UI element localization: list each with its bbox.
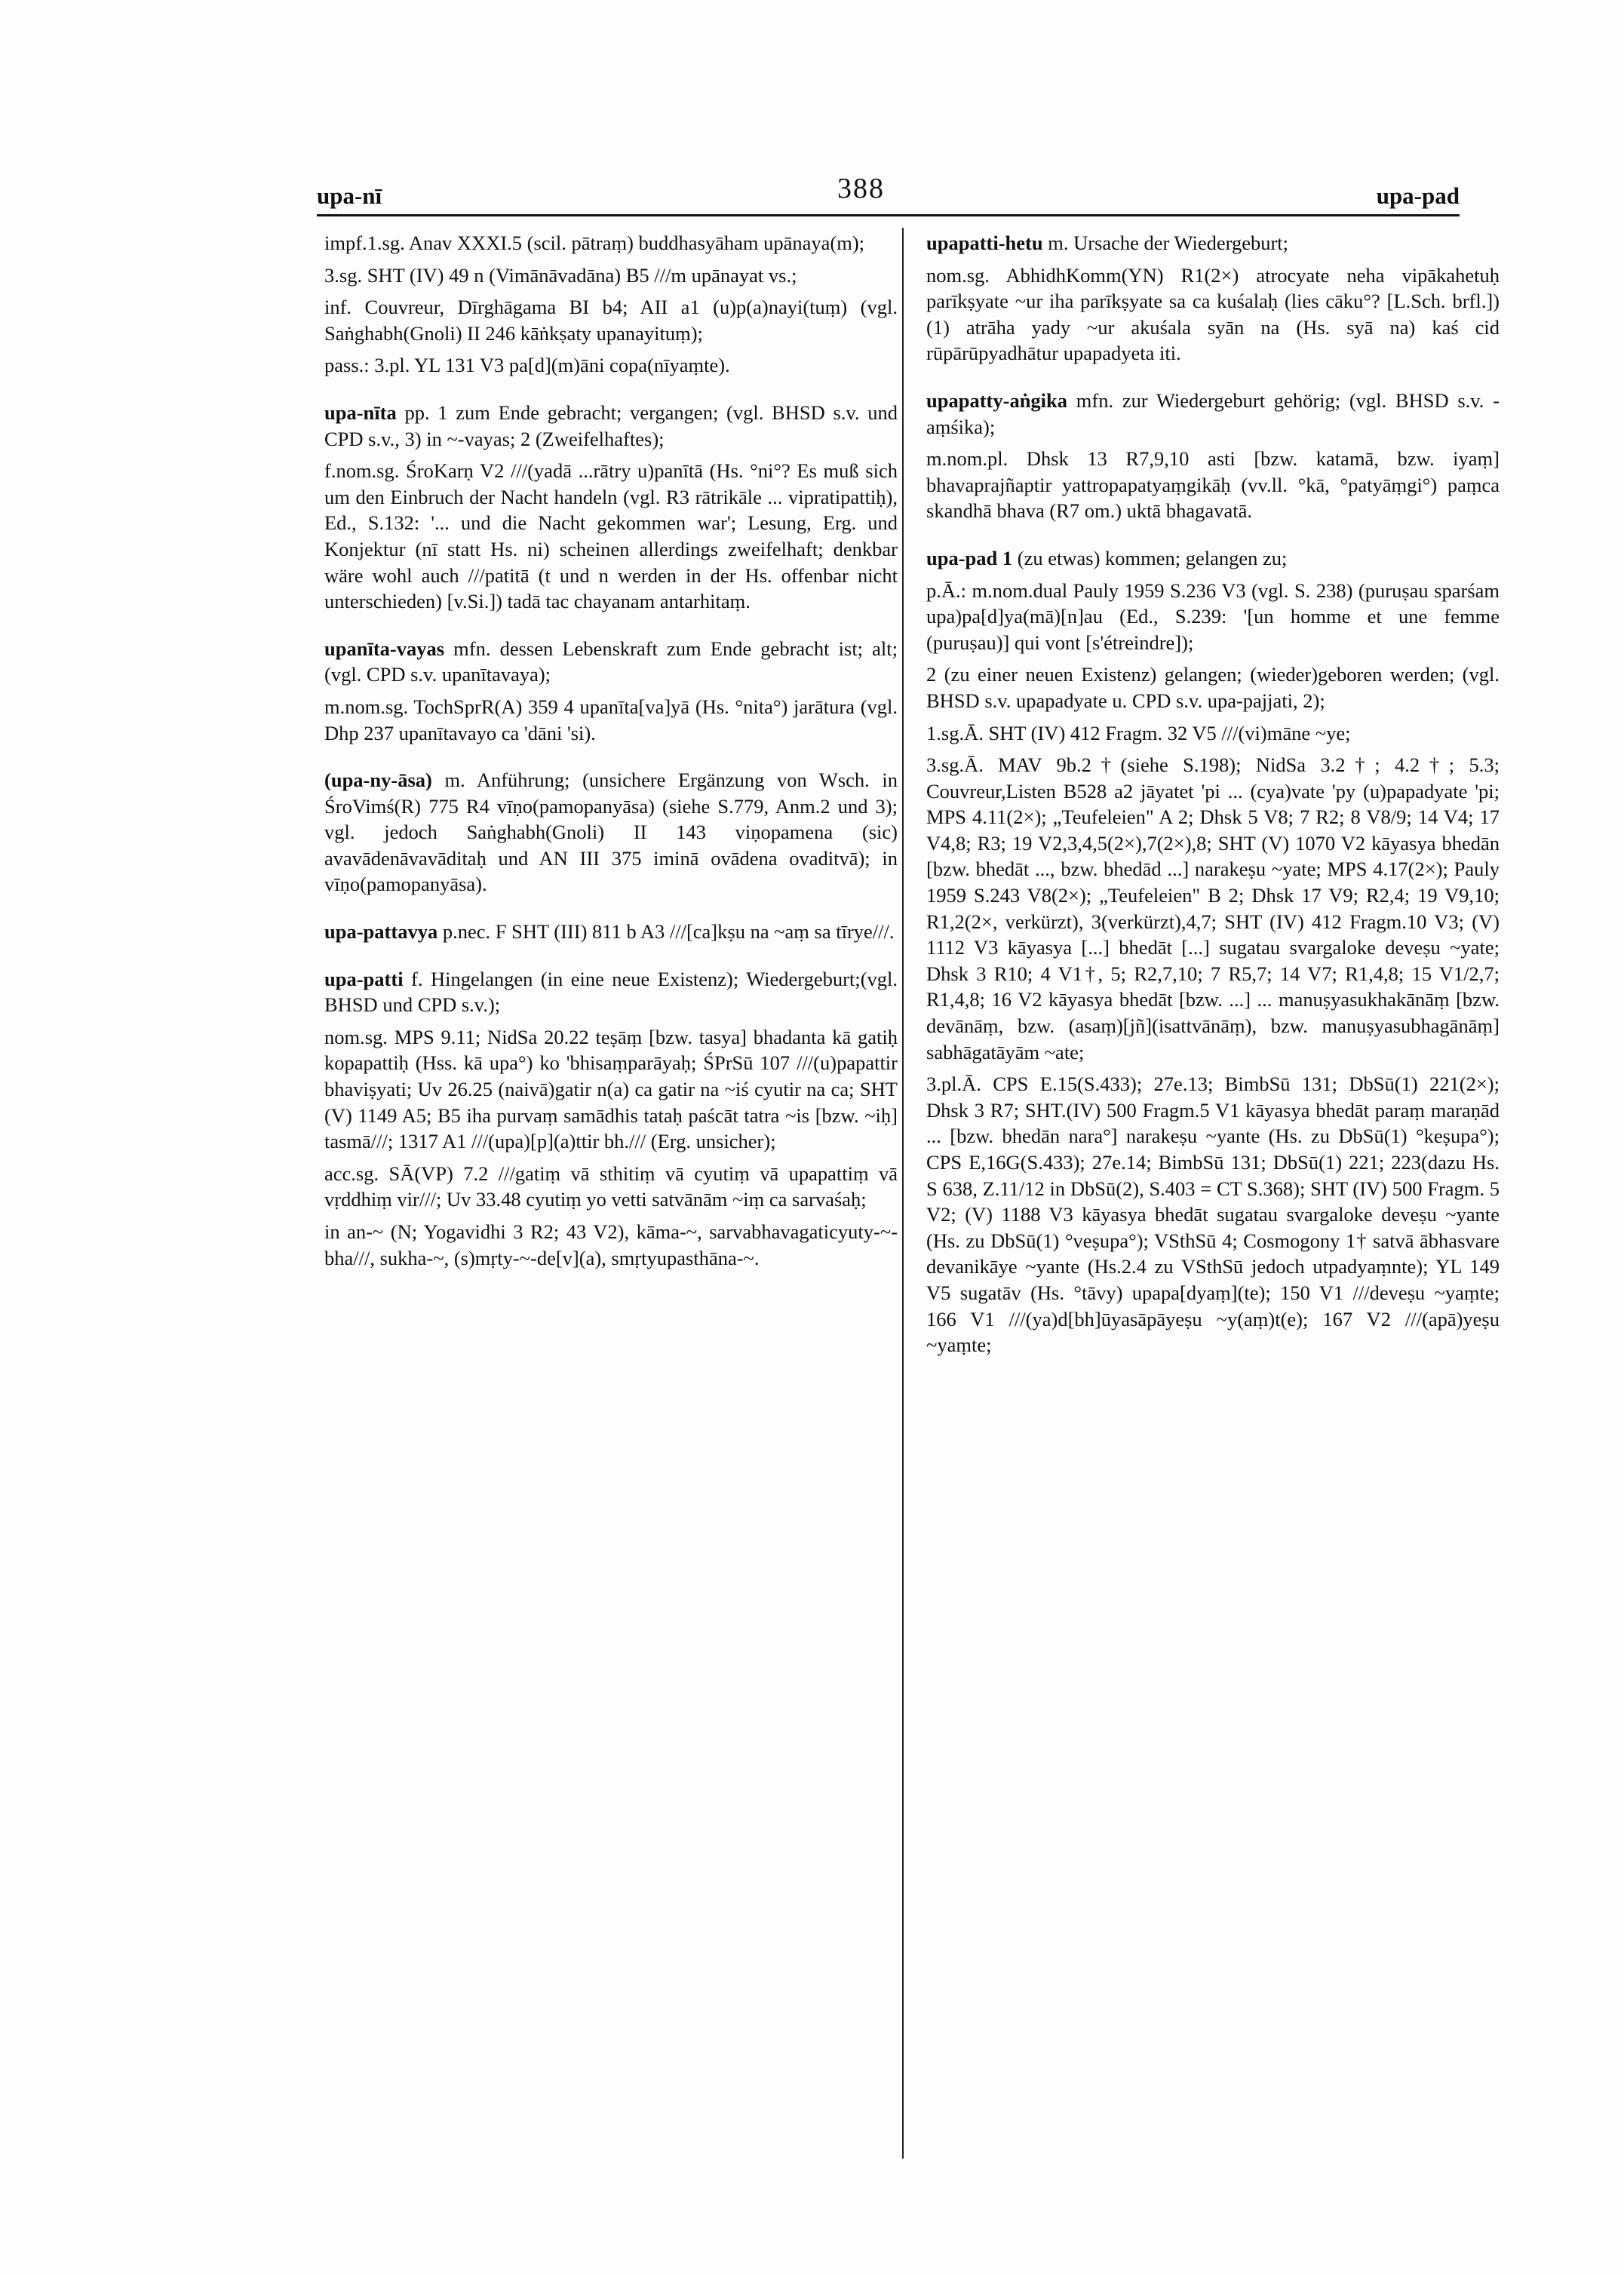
entry-text: 1.sg.Ā. SHT (IV) 412 Fragm. 32 V5 ///(vi)māne ~ye; [926,721,1351,744]
column-divider [902,228,904,2159]
entry-text: in an-~ (N; Yogavidhi 3 R2; 43 V2), kāma-~, sarvabhavagaticyuty-~-bha///, sukha-~, (s)mṛty-~-de[v](a), smṛtyupasthāna-~. [324,1220,898,1269]
entry-paragraph [324,1219,898,1271]
entry-paragraph [324,1161,898,1213]
entry-headword: upa-nīta [324,400,397,424]
entry-paragraph [324,1024,898,1155]
entry-headword: upa-pattavya [324,920,438,944]
entry-text: acc.sg. SĀ(VP) 7.2 ///gatiṃ vā sthitiṃ vā cyutiṃ vā upapattiṃ vā vṛddhiṃ vir///; Uv 33.48 cyutiṃ yo vetti satvānām ~iṃ ca sarvaśaḥ; [324,1162,898,1211]
entry-text: p.nec. F SHT (III) 811 b A3 ///[ca]kṣu na ~aṃ sa tīrye///. [442,920,895,944]
dictionary-entry [324,767,898,898]
entry-paragraph [926,1071,1500,1358]
dictionary-entry [324,966,898,1018]
entry-paragraph [926,262,1500,367]
entry-paragraph [324,230,898,256]
entry-paragraph [324,352,898,379]
entry-text: mfn. zur Wiedergeburt gehörig; (vgl. BHSD s.v. -aṃśika); [926,388,1500,438]
entry-headword: upanīta-vayas [324,637,445,660]
dictionary-entry [324,400,898,452]
entry-text: pass.: 3.pl. YL 131 V3 pa[d](m)āni copa(nīyaṃte). [324,354,730,377]
dictionary-entry [926,545,1500,572]
dictionary-entry [926,230,1500,256]
entry-text: pp. 1 zum Ende gebracht; vergangen; (vgl. BHSD s.v. und CPD s.v., 3) in ~-vayas; 2 (Zweifelhaftes); [324,400,898,450]
entry-text: inf. Couvreur, Dīrghāgama BI b4; AII a1 (u)p(a)nayi(tuṃ) (vgl. Saṅghabh(Gnoli) II 246 kāṅkṣaty upanayituṃ); [324,296,898,345]
entry-text: p.Ā.: m.nom.dual Pauly 1959 S.236 V3 (vgl. S. 238) (puruṣau sparśam upa)pa[d]ya(mā)[n]au (Ed., S.239: '[un homme et une femme (puruṣau)] qui vont [s'étreindre]); [926,578,1500,654]
entry-text: f.nom.sg. ŚroKarṇ V2 ///(yadā ...rātry u)panītā (Hs. °ni°? Es muß sich um den Einbruch der Nacht handeln (vgl. R3 rātrikāle ... vipratipattiḥ), Ed., S.132: '... und die Nacht gekommen war'; Lesung, Erg. und Konjektur (nī statt Hs. ni) scheinen allerdings zweifelhaft; denkbar wäre wohl auch ///patitā (t und n werden in der Hs. offenbar nicht unterschieden) [v.Si.]) tadā tac chayanam antarhitaṃ. [324,459,898,613]
dictionary-entry [324,919,898,945]
left-guide-word: upa-nī [317,183,382,209]
entry-text: m.nom.pl. Dhsk 13 R7,9,10 asti [bzw. katamā, bzw. iyaṃ] bhavaprajñaptir yattropapatyaṃgikāḥ (vv.ll. °kā, °patyāṃgi°) paṃca skandhā bhava (R7 om.) uktā bhagavatā. [926,447,1500,523]
entry-text: m.nom.sg. TochSprR(A) 359 4 upanīta[va]yā (Hs. °nita°) jarātura (vgl. Dhp 237 upanītavayo ca 'dāni 'si). [324,695,898,744]
left-column [324,230,898,1277]
entry-text: m. Ursache der Wiedergeburt; [1048,232,1289,254]
entry-paragraph [324,458,898,615]
entry-text: 3.sg. SHT (IV) 49 n (Vimānāvadāna) B5 ///m upānayat vs.; [324,263,797,287]
entry-text: nom.sg. MPS 9.11; NidSa 20.22 teṣāṃ [bzw. tasya] bhadanta kā gatiḥ kopapattiḥ (Hss. kā upa°) ko 'bhisaṃparāyaḥ; ŚPrSū 107 ///(u)papattir bhaviṣyati; Uv 26.25 (naivā)gatir n(a) ca gatir na ~iś cyutir na ca; SHT (V) 1149 A5; B5 iha purvaṃ samādhis tataḥ paścāt tatra ~is [bzw. ~iḥ] tasmā///; 1317 A1 ///(upa)[p](a)ttir bh./// (Erg. unsicher); [324,1025,898,1153]
entry-text: 3.sg.Ā. MAV 9b.2†(siehe S.198); NidSa 3.2†; 4.2†; 5.3; Couvreur,Listen B528 a2 jāyatet 'pi ... (cya)vate 'py (u)papadyate 'pi; MPS 4.11(2×); „Teufeleien" A 2; Dhsk 5 V8; 7 R2; 8 V8/9; 14 V4; 17 V4,8; R3; 19 V2,3,4,5(2×),7(2×),8; SHT (V) 1070 V2 kāyasya bhedān [bzw. bhedāt ..., bzw. bhedād ...] narakeṣu ~yate; MPS 4.17(2×); Pauly 1959 S.243 V8(2×); „Teufeleien" B 2; Dhsk 17 V9; R2,4; 19 V9,10; R1,2(2×, verkürzt), 3(verkürzt),4,7; SHT (IV) 412 Fragm.10 V3; (V) 1112 V3 kāyasya [...] bhedāt [...] sugatau svargaloke deveṣu ~yate; Dhsk 3 R10; 4 V1†, 5; R2,7,10; 7 R5,7; 14 V7; R1,4,8; 15 V1/2,7; R1,4,8; 16 V2 kāyasya bhedāt [bzw. ...] ... manuṣyasukhakānāṃ [bzw. devānāṃ, bzw. (asaṃ)[jñ](isattvānāṃ), bzw. manuṣyasubhagānāṃ] sabhāgatāyām ~ate; [926,753,1500,1063]
entry-paragraph [926,752,1500,1065]
entry-paragraph [926,578,1500,656]
entry-headword: upa-pad 1 [926,546,1013,569]
page-number: 388 [837,173,885,204]
entry-paragraph [324,694,898,746]
entry-headword: upapatty-aṅgika [926,388,1068,412]
entry-paragraph [926,720,1500,747]
right-column [926,230,1500,1364]
entry-paragraph [926,446,1500,524]
entry-headword: (upa-ny-āsa) [324,769,432,792]
dictionary-entry [324,636,898,688]
entry-headword: upapatti-hetu [926,232,1043,254]
entry-paragraph [926,661,1500,714]
running-header [317,172,1460,217]
entry-paragraph [324,294,898,346]
entry-text: impf.1.sg. Anav XXXI.5 (scil. pātraṃ) buddhasyāham upānaya(m); [324,232,865,254]
entry-text: nom.sg. AbhidhKomm(YN) R1(2×) atrocyate neha vipākahetuḥ parīkṣyate ~ur iha parīkṣyate sa ca kuśalaḥ (lies cāku°? [L.Sch. brfl.]) (1) atrāha yady ~ur akuśala syān na (Hs. syā na) kaś cid rūpārūpyadhātur upapadyeta iti. [926,263,1500,365]
entry-text: 2 (zu einer neuen Existenz) gelangen; (wieder)geboren werden; (vgl. BHSD s.v. upapadyate u. CPD s.v. upa-pajjati, 2); [926,663,1500,712]
dictionary-entry [926,388,1500,440]
entry-text: (zu etwas) kommen; gelangen zu; [1017,546,1288,569]
entry-text: m. Anführung; (unsichere Ergänzung von Wsch. in ŚroVimś(R) 775 R4 vīṇo(pamopanyāsa) (siehe S.779, Anm.2 und 3); vgl. jedoch Saṅghabh(Gnoli) II 143 viṇopamena (sic) avavādenāvavāditaḥ und AN III 375 iminā ovādena ovaditvā); in vīṇo(pamopanyāsa). [324,769,898,896]
entry-text: mfn. dessen Lebenskraft zum Ende gebracht ist; alt; (vgl. CPD s.v. upanītavaya); [324,637,898,686]
entry-paragraph [324,262,898,289]
header-rule [317,214,1460,216]
entry-text: f. Hingelangen (in eine neue Existenz); Wiedergeburt;(vgl. BHSD und CPD s.v.); [324,967,898,1017]
entry-text: 3.pl.Ā. CPS E.15(S.433); 27e.13; BimbSū 131; DbSū(1) 221(2×); Dhsk 3 R7; SHT.(IV) 500 Fragm.5 V1 kāyasya bhedāt paraṃ maraṇād ... [bzw. bhedān nara°] narakeṣu ~yante (Hs. zu DbSū(1) °keṣupa°); CPS E,16G(S.433); 27e.14; BimbSū 131; DbSū(1) 221; 223(dazu Hs. S 638, Z.11/12 in DbSū(2), S.403 = CT S.368); SHT (IV) 500 Fragm. 5 V2; (V) 1188 V3 kāyasya bhedāt sugatau svargaloke deveṣu ~yante (Hs. zu DbSū(1) °veṣupa°); VSthSū 4; Cosmogony 1† satvā ābhasvare devanikāye ~yante (Hs.2.4 zu VSthSū jedoch utpadyaṃnte); YL 149 V5 sugatāv (Hs. °tāvy) upapa[dyaṃ](te); 150 V1 ///deveṣu ~yaṃte; 166 V1 ///(ya)d[bh]ūyasāpāyeṣu ~y(aṃ)t(e); 167 V2 ///(apā)yeṣu ~yaṃte; [926,1073,1500,1357]
right-guide-word: upa-pad [1376,183,1460,209]
entry-headword: upa-patti [324,967,404,990]
